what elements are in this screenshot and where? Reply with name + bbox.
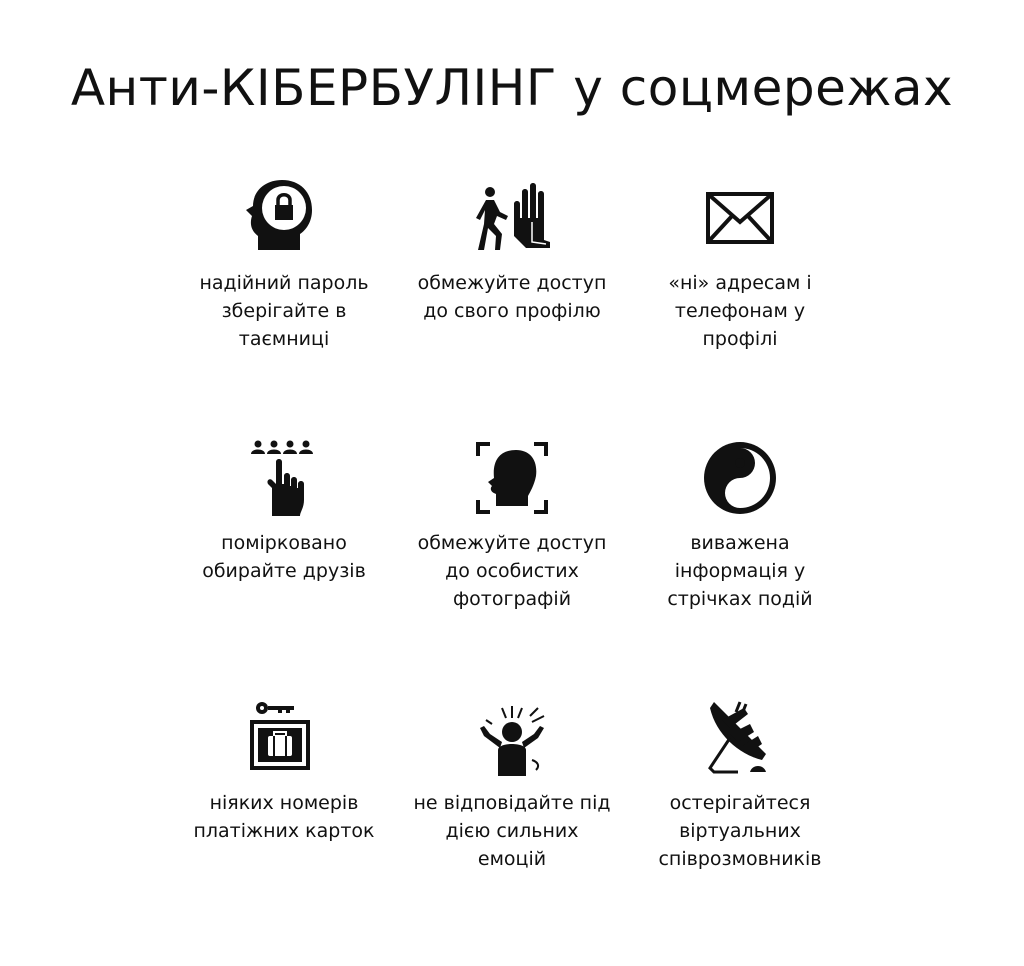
tip-card: [626, 435, 854, 695]
face-frame-icon: [467, 435, 557, 521]
tip-text: поміркованo обирайте друзів: [202, 532, 366, 582]
choose-people-icon: [239, 435, 329, 521]
tip-text: «ні» адресам і телефонам у профілі: [668, 272, 812, 350]
tip-card: [626, 695, 854, 955]
stop-hand-icon: [467, 175, 557, 261]
envelope-icon: [695, 175, 785, 261]
tip-card: [170, 175, 398, 435]
tip-text: ніяких номерів платіжних карток: [193, 792, 375, 842]
key-safe-icon: [239, 695, 329, 781]
tips-grid: [170, 175, 854, 955]
tip-card: [398, 175, 626, 435]
head-lock-icon: [239, 175, 329, 261]
tip-text: обмежуйте доступ до свого профілю: [417, 272, 607, 322]
tip-text: виважена інформація у стрічках подій: [667, 532, 813, 610]
tip-card: [398, 435, 626, 695]
tip-card: [626, 175, 854, 435]
tip-text: надійний пароль зберігайте в таємниці: [199, 272, 369, 350]
yin-yang-icon: [695, 435, 785, 521]
tip-card: [398, 695, 626, 955]
tip-text: остерігайтеся віртуальних співрозмовників: [658, 792, 822, 870]
tip-text: не відповідайте під дією сильних емоцій: [413, 792, 611, 870]
tip-card: [170, 695, 398, 955]
angry-person-icon: [467, 695, 557, 781]
tip-text: обмежуйте доступ до особистих фотографій: [417, 532, 607, 610]
page-title: Анти-КІБЕРБУЛІНГ у соцмережах: [70, 59, 954, 117]
tip-card: [170, 435, 398, 695]
satellite-dish-icon: [695, 695, 785, 781]
